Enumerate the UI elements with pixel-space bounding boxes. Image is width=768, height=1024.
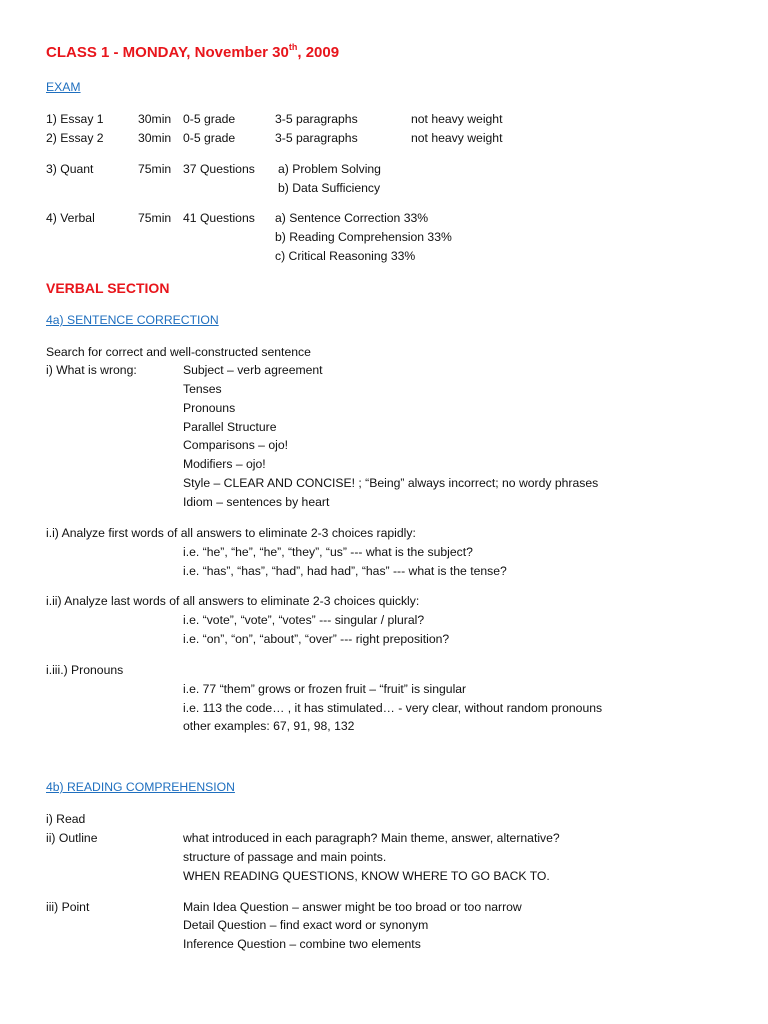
rc-outline-label: ii) Outline xyxy=(46,831,98,845)
exam-row-name: 2) Essay 2 xyxy=(46,131,104,145)
verbal-part: b) Reading Comprehension 33% xyxy=(275,230,452,244)
last-words-label: i.ii) Analyze last words of all answers to eliminate 2-3 choices quickly: xyxy=(46,594,420,608)
verbal-detail: 41 Questions xyxy=(183,211,255,225)
exam-row-detail: 0-5 grade xyxy=(183,131,236,145)
pronouns-label: i.iii.) Pronouns xyxy=(46,663,124,677)
sc-wrong-item: Parallel Structure xyxy=(183,420,277,434)
verbal-part: a) Sentence Correction 33% xyxy=(275,211,429,225)
sc-wrong-item: Style – CLEAR AND CONCISE! ; “Being” always incorrect; no wordy phrases xyxy=(183,476,599,490)
quant-part: a) Problem Solving xyxy=(278,162,381,176)
rc-point-label: iii) Point xyxy=(46,900,90,914)
verbal-name: 4) Verbal xyxy=(46,211,95,225)
quant-detail: 37 Questions xyxy=(183,162,255,176)
sc-intro: Search for correct and well-constructed sentence xyxy=(46,345,311,359)
exam-row-note: not heavy weight xyxy=(411,131,503,145)
exam-row-time: 30min xyxy=(138,112,172,126)
title-superscript: th xyxy=(288,42,298,52)
verbal-part: c) Critical Reasoning 33% xyxy=(275,249,416,263)
exam-row-extra: 3-5 paragraphs xyxy=(275,112,358,126)
quant-part: b) Data Sufficiency xyxy=(278,181,381,195)
sc-wrong-item: Idiom – sentences by heart xyxy=(183,495,330,509)
pronouns-line: i.e. 113 the code… , it has stimulated… - very clear, without random pronouns xyxy=(183,701,603,715)
sc-wrong-item: Comparisons – ojo! xyxy=(183,438,288,452)
sc-wrong-item: Tenses xyxy=(183,382,222,396)
exam-row-extra: 3-5 paragraphs xyxy=(275,131,358,145)
rc-point-line: Detail Question – find exact word or synonym xyxy=(183,918,429,932)
verbal-time: 75min xyxy=(138,211,172,225)
last-words-line: i.e. “vote”, “vote”, “votes” --- singular / plural? xyxy=(183,613,425,627)
page-title: CLASS 1 - MONDAY, November 30th, 2009 xyxy=(46,42,340,61)
pronouns-line: i.e. 77 “them” grows or frozen fruit – “fruit” is singular xyxy=(183,682,467,696)
sentence-correction-heading: 4a) SENTENCE CORRECTION xyxy=(46,313,219,327)
first-words-line: i.e. “has”, “has”, “had”, had had”, “has” --- what is the tense? xyxy=(183,564,507,578)
quant-time: 75min xyxy=(138,162,172,176)
exam-row-time: 30min xyxy=(138,131,172,145)
rc-read: i) Read xyxy=(46,812,86,826)
sc-wrong-item: Modifiers – ojo! xyxy=(183,457,266,471)
rc-point-line: Main Idea Question – answer might be too broad or too narrow xyxy=(183,900,522,914)
last-words-line: i.e. “on”, “on”, “about”, “over” --- right preposition? xyxy=(183,632,450,646)
rc-outline-line: structure of passage and main points. xyxy=(183,850,387,864)
exam-row-note: not heavy weight xyxy=(411,112,503,126)
pronouns-line: other examples: 67, 91, 98, 132 xyxy=(183,719,355,733)
reading-comprehension-heading: 4b) READING COMPREHENSION xyxy=(46,780,235,794)
sc-wrong-item: Subject – verb agreement xyxy=(183,363,323,377)
first-words-line: i.e. “he”, “he”, “he”, “they”, “us” --- what is the subject? xyxy=(183,545,473,559)
exam-row-name: 1) Essay 1 xyxy=(46,112,104,126)
exam-heading: EXAM xyxy=(46,80,81,94)
quant-name: 3) Quant xyxy=(46,162,94,176)
sc-wrong-item: Pronouns xyxy=(183,401,236,415)
rc-point-line: Inference Question – combine two elements xyxy=(183,937,421,951)
first-words-label: i.i) Analyze first words of all answers to eliminate 2-3 choices rapidly: xyxy=(46,526,416,540)
exam-row-detail: 0-5 grade xyxy=(183,112,236,126)
verbal-section-heading: VERBAL SECTION xyxy=(46,280,170,296)
sc-wrong-label: i) What is wrong: xyxy=(46,363,137,377)
rc-outline-line: what introduced in each paragraph? Main theme, answer, alternative? xyxy=(183,831,560,845)
rc-outline-line: WHEN READING QUESTIONS, KNOW WHERE TO GO BACK TO. xyxy=(183,869,550,883)
